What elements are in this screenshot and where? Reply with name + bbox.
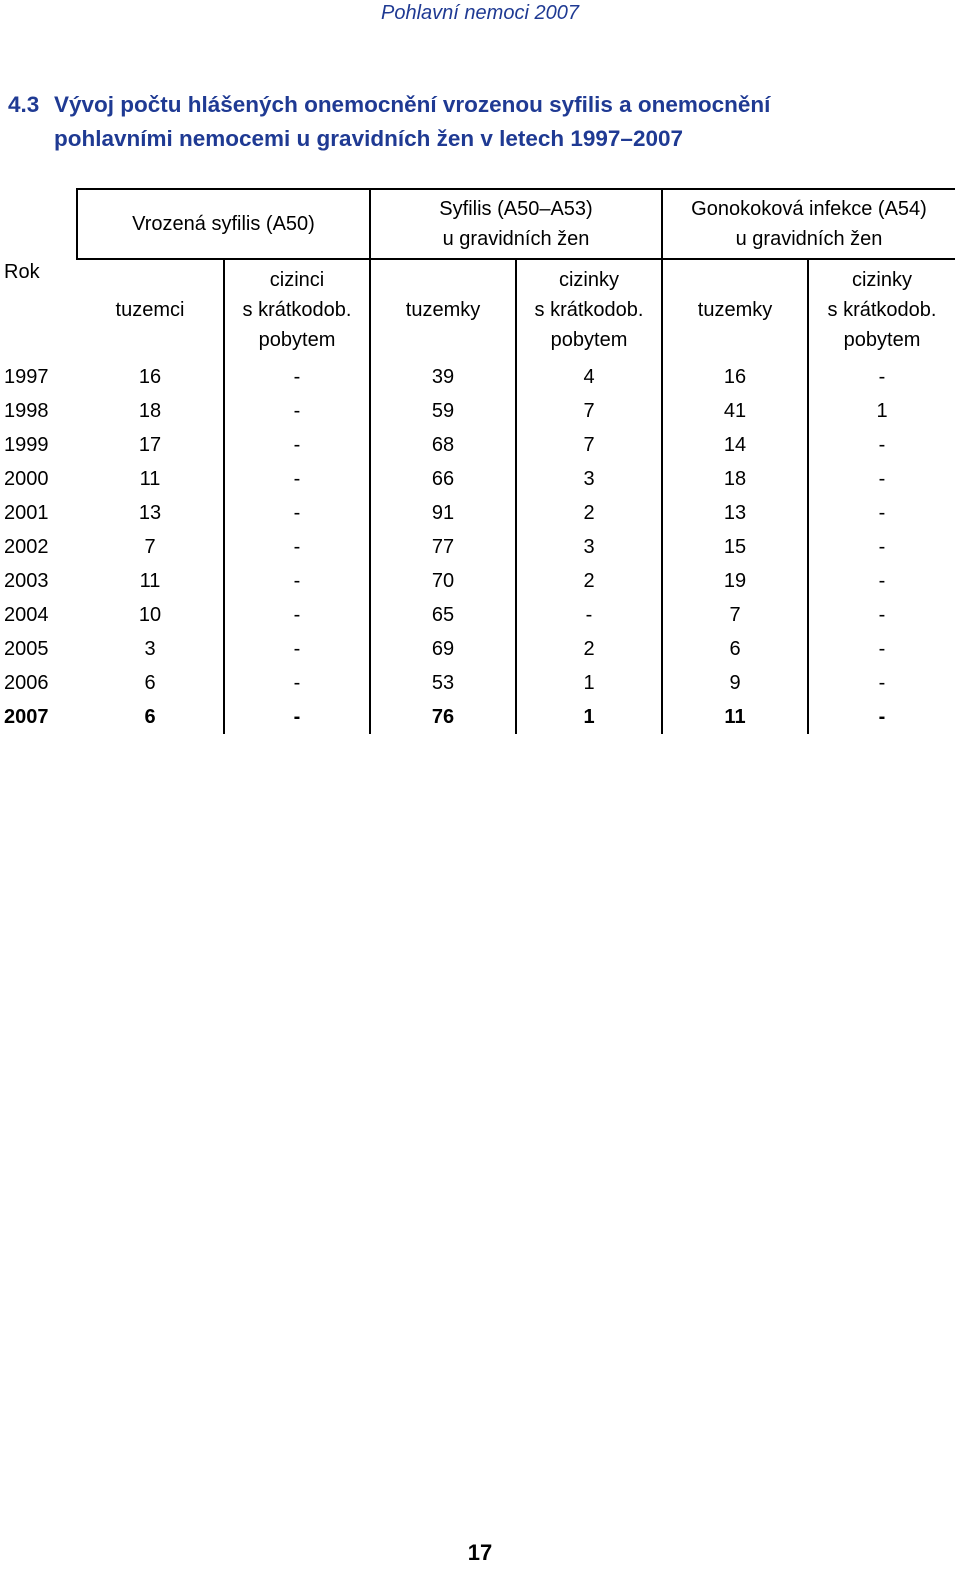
rok-header: Rok — [4, 261, 40, 283]
cell-vrozena-tuzemci: 11 — [139, 570, 161, 592]
cell-syfilis-tuzemky: 68 — [370, 428, 516, 462]
cell-gono-cizinky: - — [808, 360, 955, 394]
cell-year: 2002 — [4, 536, 49, 558]
cell-syfilis-tuzemky: 77 — [370, 530, 516, 564]
cell-year: 2001 — [4, 502, 49, 524]
cell-gono-tuzemky: 11 — [662, 700, 808, 734]
cell-gono-tuzemky: 15 — [662, 530, 808, 564]
cell-syfilis-tuzemky: 66 — [370, 462, 516, 496]
cell-vrozena-cizinci: - — [224, 530, 370, 564]
cell-vrozena-tuzemci: 3 — [144, 638, 156, 660]
cell-vrozena-cizinci: - — [224, 462, 370, 496]
cell-gono-tuzemky: 13 — [662, 496, 808, 530]
table-row — [0, 462, 955, 496]
cell-syfilis-tuzemky: 76 — [370, 700, 516, 734]
section-title-line2: pohlavními nemocemi u gravidních žen v letech 1997–2007 — [54, 126, 684, 151]
cell-syfilis-tuzemky: 53 — [370, 666, 516, 700]
cell-vrozena-tuzemci: 6 — [144, 672, 156, 694]
table-row — [0, 598, 955, 632]
table-row — [0, 360, 955, 394]
cell-gono-cizinky: - — [808, 564, 955, 598]
cell-vrozena-tuzemci: 11 — [139, 468, 161, 490]
cell-gono-tuzemky: 9 — [662, 666, 808, 700]
table-row — [0, 666, 955, 700]
cell-syfilis-cizinky: 3 — [516, 530, 662, 564]
cell-gono-cizinky: - — [808, 700, 955, 734]
cell-syfilis-tuzemky: 65 — [370, 598, 516, 632]
cell-syfilis-cizinky: 2 — [516, 496, 662, 530]
cell-vrozena-tuzemci: 13 — [138, 502, 162, 524]
data-table — [0, 188, 955, 734]
table-row — [0, 564, 955, 598]
header-row-groups — [0, 189, 955, 259]
cell-gono-tuzemky: 18 — [662, 462, 808, 496]
group-vrozena-syfilis: Vrozená syfilis (A50) — [77, 189, 370, 259]
group-gonokokova-infekce: Gonokoková infekce (A54) u gravidních žen — [662, 189, 955, 259]
section-number: 4.3 — [8, 92, 40, 117]
cell-year: 2000 — [4, 468, 49, 490]
table-row — [0, 428, 955, 462]
cell-gono-tuzemky: 7 — [662, 598, 808, 632]
subheader-tuzemky-gono: tuzemky — [662, 259, 808, 360]
cell-vrozena-tuzemci: 6 — [144, 706, 156, 728]
cell-gono-tuzemky: 41 — [662, 394, 808, 428]
cell-year: 1997 — [4, 366, 49, 388]
cell-gono-tuzemky: 6 — [662, 632, 808, 666]
cell-gono-tuzemky: 16 — [662, 360, 808, 394]
cell-vrozena-tuzemci: 16 — [138, 366, 162, 388]
subheader-tuzemci: tuzemci — [77, 259, 224, 360]
cell-syfilis-tuzemky: 70 — [370, 564, 516, 598]
cell-year: 2007 — [4, 706, 49, 728]
cell-vrozena-cizinci: - — [224, 394, 370, 428]
cell-year: 2004 — [4, 604, 49, 626]
cell-gono-cizinky: - — [808, 598, 955, 632]
subheader-cizinci: cizinci s krátkodob. pobytem — [224, 259, 370, 360]
page-number: 17 — [467, 1540, 493, 1565]
cell-vrozena-tuzemci: 17 — [138, 434, 162, 456]
cell-vrozena-cizinci: - — [224, 598, 370, 632]
cell-gono-cizinky: - — [808, 496, 955, 530]
cell-gono-tuzemky: 14 — [662, 428, 808, 462]
table-row — [0, 632, 955, 666]
cell-year: 2006 — [4, 672, 49, 694]
cell-syfilis-tuzemky: 69 — [370, 632, 516, 666]
cell-syfilis-cizinky: 1 — [516, 666, 662, 700]
cell-vrozena-tuzemci: 7 — [144, 536, 156, 558]
cell-vrozena-cizinci: - — [224, 700, 370, 734]
cell-syfilis-cizinky: 3 — [516, 462, 662, 496]
cell-syfilis-cizinky: - — [516, 598, 662, 632]
table-body — [0, 360, 955, 734]
subheader-cizinky-gono: cizinky s krátkodob. pobytem — [808, 259, 955, 360]
cell-year: 1998 — [4, 400, 49, 422]
cell-gono-cizinky: - — [808, 666, 955, 700]
cell-vrozena-cizinci: - — [224, 496, 370, 530]
table-row — [0, 700, 955, 734]
header-row-subcolumns — [0, 259, 955, 360]
group-syfilis-gravidni: Syfilis (A50–A53) u gravidních žen — [370, 189, 662, 259]
cell-year: 1999 — [4, 434, 49, 456]
cell-vrozena-cizinci: - — [224, 428, 370, 462]
cell-syfilis-cizinky: 7 — [516, 428, 662, 462]
subheader-tuzemky-syfilis: tuzemky — [370, 259, 516, 360]
running-header: Pohlavní nemoci 2007 — [381, 2, 579, 24]
cell-syfilis-tuzemky: 59 — [370, 394, 516, 428]
cell-syfilis-cizinky: 1 — [516, 700, 662, 734]
subheader-cizinky-syfilis: cizinky s krátkodob. pobytem — [516, 259, 662, 360]
cell-gono-cizinky: 1 — [808, 394, 955, 428]
table-row — [0, 394, 955, 428]
cell-year: 2005 — [4, 638, 49, 660]
cell-vrozena-tuzemci: 10 — [138, 604, 162, 626]
table-row — [0, 496, 955, 530]
cell-gono-cizinky: - — [808, 530, 955, 564]
cell-syfilis-cizinky: 7 — [516, 394, 662, 428]
section-title — [8, 88, 938, 156]
cell-vrozena-tuzemci: 18 — [138, 400, 162, 422]
cell-year: 2003 — [4, 570, 49, 592]
cell-vrozena-cizinci: - — [224, 360, 370, 394]
section-title-line1: 4.3 Vývoj počtu hlášených onemocnění vrozenou syfilis a onemocnění — [8, 88, 938, 122]
cell-gono-cizinky: - — [808, 428, 955, 462]
cell-vrozena-cizinci: - — [224, 632, 370, 666]
cell-syfilis-tuzemky: 91 — [370, 496, 516, 530]
cell-syfilis-cizinky: 2 — [516, 564, 662, 598]
table-row — [0, 530, 955, 564]
cell-syfilis-cizinky: 4 — [516, 360, 662, 394]
cell-syfilis-tuzemky: 39 — [370, 360, 516, 394]
cell-vrozena-cizinci: - — [224, 564, 370, 598]
cell-syfilis-cizinky: 2 — [516, 632, 662, 666]
cell-vrozena-cizinci: - — [224, 666, 370, 700]
cell-gono-tuzemky: 19 — [662, 564, 808, 598]
cell-gono-cizinky: - — [808, 632, 955, 666]
cell-gono-cizinky: - — [808, 462, 955, 496]
